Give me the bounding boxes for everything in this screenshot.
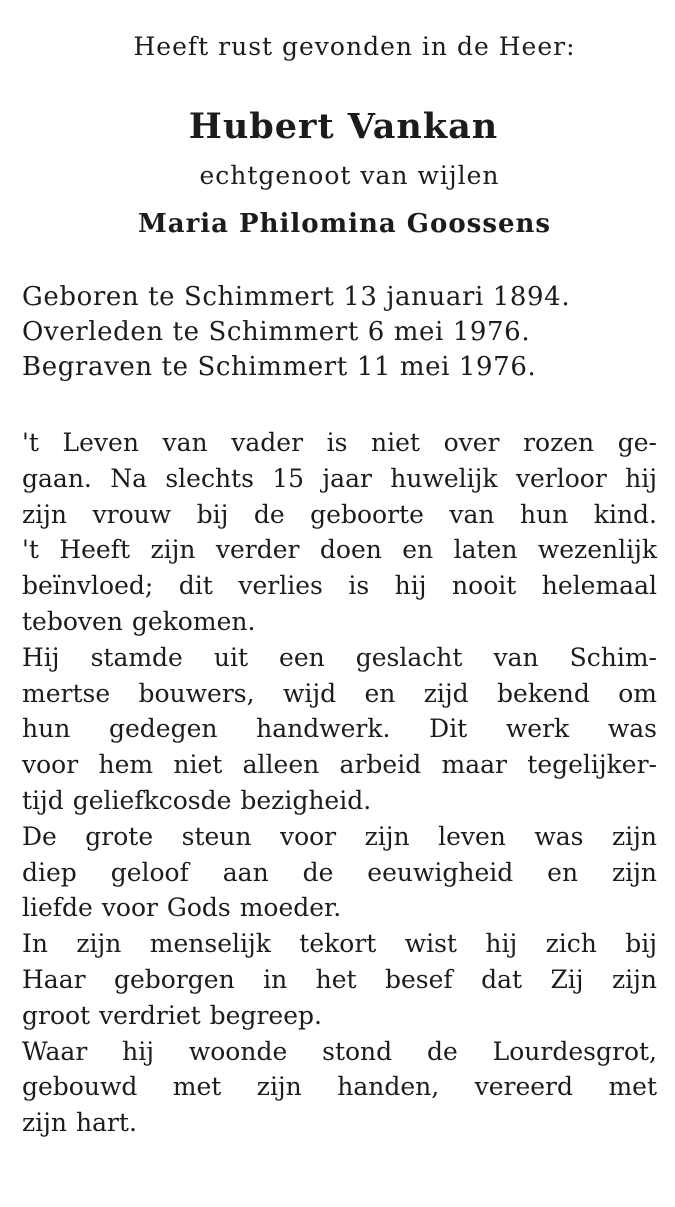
biography-text [22, 425, 657, 1141]
bio-line: Haar geborgen in het besef dat Zij zijn [22, 964, 657, 994]
birth-fact: Geboren te Schimmert 13 januari 1894. [22, 282, 571, 312]
bio-line: In zijn menselijk tekort wist hij zich bij [22, 929, 657, 959]
intro-line: Heeft rust gevonden in de Heer: [133, 32, 576, 61]
bio-line: hun gedegen handwerk. Dit werk was [22, 714, 657, 744]
bio-line: Waar hij woonde stond de Lourdesgrot, [22, 1036, 657, 1066]
bio-line: liefde voor Gods moeder. [22, 893, 342, 923]
bio-line: groot verdriet begreep. [22, 1000, 322, 1030]
death-fact: Overleden te Schimmert 6 mei 1976. [22, 317, 531, 347]
bio-line: tijd geliefkcosde bezigheid. [22, 785, 372, 815]
bio-line: 't Heeft zijn verder doen en laten wezenlijk [22, 535, 657, 565]
bio-line: gebouwd met zijn handen, vereerd met [22, 1072, 657, 1102]
spouse-label: echtgenoot van wijlen [199, 161, 500, 190]
bio-line: De grote steun voor zijn leven was zijn [22, 821, 657, 851]
bio-line: beïnvloed; dit verlies is hij nooit helemaal [22, 571, 657, 601]
bio-line: 't Leven van vader is niet over rozen ge- [22, 428, 657, 457]
deceased-name: Hubert Vankan [188, 106, 499, 147]
bio-line: diep geloof aan de eeuwigheid en zijn [22, 857, 657, 887]
spouse-name: Maria Philomina Goossens [137, 209, 552, 239]
bio-line: teboven gekomen. [22, 606, 256, 636]
burial-fact: Begraven te Schimmert 11 mei 1976. [22, 352, 537, 382]
life-facts [22, 280, 657, 385]
bio-line: voor hem niet alleen arbeid maar tegelijker- [22, 750, 657, 780]
bio-line: mertse bouwers, wijd en zijd bekend om [22, 678, 657, 708]
bio-line: Hij stamde uit een geslacht van Schim- [22, 642, 657, 672]
bio-line: zijn hart. [22, 1108, 137, 1138]
bio-line: zijn vrouw bij de geboorte van hun kind. [22, 499, 657, 529]
bio-line: gaan. Na slechts 15 jaar huwelijk verloor hij [22, 463, 657, 493]
